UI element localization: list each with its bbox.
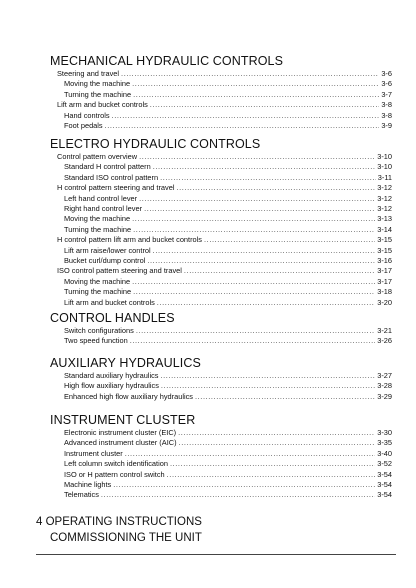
toc-entry[interactable] [57,100,392,110]
toc-entry[interactable] [57,235,392,245]
toc-entry[interactable] [64,256,392,266]
dot-leader [177,183,376,193]
toc-entry-label: Machine lights [64,480,112,489]
dot-leader [139,194,375,204]
toc-entry-page: 3-15 [377,245,392,255]
dot-leader [178,428,375,438]
toc-entry[interactable] [64,480,392,490]
section-title: AUXILIARY HYDRAULICS [50,356,201,370]
toc-entry-label: Turning the machine [64,89,132,99]
toc-entry[interactable] [64,470,392,480]
toc-entry-page: 3-11 [377,172,392,182]
toc-entry-page: 3-17 [377,266,392,276]
toc-entry[interactable] [64,225,392,235]
toc-entry-page: 3-10 [377,152,392,161]
dot-leader [121,69,379,79]
toc-entry[interactable] [64,438,392,448]
toc-entry-label: Right hand control lever [64,204,143,213]
toc-entry-label: High flow auxiliary hydraulics [64,381,159,391]
toc-entry-label: Left hand control lever [64,193,138,203]
dot-leader [157,298,375,308]
toc-entry-label: ISO or H pattern control switch [64,469,165,479]
dot-leader [150,100,380,110]
toc-entry-page: 3-28 [377,381,392,391]
dot-leader [195,392,375,402]
dot-leader [170,459,375,469]
section-title: MECHANICAL HYDRAULIC CONTROLS [50,54,284,68]
dot-leader [133,90,379,100]
dot-leader [136,326,375,336]
toc-entry-page: 3-27 [377,371,392,380]
dot-leader [130,336,376,346]
toc-entry[interactable] [64,111,392,121]
toc-entry-page: 3-40 [377,448,392,458]
toc-entry[interactable] [64,287,392,297]
toc-entry-page: 3-26 [377,336,392,346]
toc-entry-label: H control pattern lift arm and bucket controls [57,235,203,245]
toc-entry-page: 3-13 [377,214,392,224]
toc-entry-label: Moving the machine [64,214,131,224]
dot-leader [147,256,375,266]
chapter-heading: 4 OPERATING INSTRUCTIONS [36,516,202,528]
toc-entry-page: 3-17 [377,276,392,286]
toc-entry[interactable] [64,381,392,391]
toc-entry[interactable] [64,90,392,100]
dot-leader [133,287,375,297]
toc-entry[interactable] [64,449,392,459]
dot-leader [101,490,375,500]
toc-entry-page: 3-35 [377,438,392,448]
toc-entry-label: Switch configurations [64,326,134,335]
toc-entry[interactable] [64,173,392,183]
toc-entry-page: 3-29 [377,391,392,401]
bottom-divider [36,554,396,555]
dot-leader [160,371,375,381]
toc-entry-label: H control pattern steering and travel [57,183,175,193]
toc-entry[interactable] [57,183,392,193]
toc-entry-page: 3-18 [377,287,392,297]
dot-leader [132,277,375,287]
toc-entry-page: 3-12 [377,204,392,213]
toc-entry[interactable] [64,428,392,438]
toc-entry-label: Bucket curl/dump control [64,256,146,265]
dot-leader [161,381,375,391]
toc-entry[interactable] [64,326,392,336]
toc-entry[interactable] [64,204,392,214]
dot-leader [105,121,380,131]
dot-leader [204,235,375,245]
dot-leader [132,79,379,89]
toc-entry-page: 3-20 [377,297,392,307]
toc-entry[interactable] [64,277,392,287]
toc-entry-label: ISO control pattern steering and travel [57,266,182,276]
toc-entry-label: Standard H control pattern [64,162,151,172]
dot-leader [139,152,375,162]
toc-entry[interactable] [64,79,392,89]
dot-leader [160,173,376,183]
toc-entry[interactable] [57,266,392,276]
dot-leader [113,480,375,490]
dot-leader [112,111,380,121]
dot-leader [132,214,375,224]
toc-entry-page: 3-12 [377,193,392,203]
toc-entry-label: Moving the machine [64,79,131,89]
toc-entry-page: 3-6 [381,69,392,78]
toc-entry[interactable] [64,194,392,204]
toc-entry-label: Hand controls [64,110,110,120]
dot-leader [133,225,375,235]
toc-entry-label: Moving the machine [64,276,131,286]
toc-entry-label: Lift arm and bucket controls [57,100,148,110]
section-title: ELECTRO HYDRAULIC CONTROLS [50,137,261,151]
toc-entry-label: Advanced instrument cluster (AIC) [64,438,177,448]
toc-entry[interactable] [64,459,392,469]
toc-entry-label: Control pattern overview [57,152,138,161]
toc-entry-label: Standard auxiliary hydraulics [64,371,159,380]
toc-entry-label: Standard ISO control pattern [64,172,159,182]
toc-entry-label: Steering and travel [57,69,120,78]
toc-entry-page: 3-9 [381,121,392,130]
chapter-subheading: COMMISSIONING THE UNIT [50,532,202,544]
dot-leader [167,470,376,480]
toc-entry-label: Foot pedals [64,121,103,130]
toc-entry-page: 3-16 [377,256,392,265]
toc-entry-page: 3-54 [377,480,392,489]
toc-entry-page: 3-7 [381,89,392,99]
toc-entry-page: 3-10 [377,162,392,172]
dot-leader [153,162,376,172]
toc-entry[interactable] [64,371,392,381]
toc-entry-label: Telematics [64,490,99,500]
dot-leader [179,438,376,448]
toc-entry-page: 3-6 [381,79,392,89]
toc-entry-label: Enhanced high flow auxiliary hydraulics [64,391,193,401]
toc-entry-label: Instrument cluster [64,448,123,458]
toc-entry[interactable] [64,121,392,131]
toc-entry[interactable] [57,69,392,79]
toc-entry-label: Left column switch identification [64,459,168,469]
toc-entry[interactable] [64,490,392,500]
toc-entry-page: 3-14 [377,224,392,234]
toc-entry-page: 3-21 [377,326,392,335]
section-title: CONTROL HANDLES [50,311,175,325]
toc-entry-label: Electronic instrument cluster (EIC) [64,428,177,437]
dot-leader [184,266,375,276]
toc-entry-page: 3-15 [377,235,392,245]
toc-entry-page: 3-12 [377,183,392,193]
toc-entry-label: Turning the machine [64,224,132,234]
toc-entry[interactable] [64,298,392,308]
toc-entry-page: 3-54 [377,469,392,479]
toc-entry-page: 3-54 [377,490,392,500]
toc-entry-page: 3-8 [381,110,392,120]
toc-entry-page: 3-30 [377,428,392,437]
toc-entry[interactable] [64,162,392,172]
toc-entry-page: 3-52 [377,459,392,469]
dot-leader [144,204,375,214]
toc-entry-label: Two speed function [64,336,128,346]
toc-entry[interactable] [57,152,392,162]
toc-entry-label: Turning the machine [64,287,132,297]
toc-entry[interactable] [64,336,392,346]
toc-entry[interactable] [64,246,392,256]
toc-entry-label: Lift arm raise/lower control [64,245,151,255]
toc-entry[interactable] [64,392,392,402]
section-title: INSTRUMENT CLUSTER [50,413,196,427]
dot-leader [125,449,375,459]
toc-entry-page: 3-8 [381,100,392,110]
dot-leader [153,246,376,256]
toc-entry[interactable] [64,214,392,224]
toc-entry-label: Lift arm and bucket controls [64,297,155,307]
